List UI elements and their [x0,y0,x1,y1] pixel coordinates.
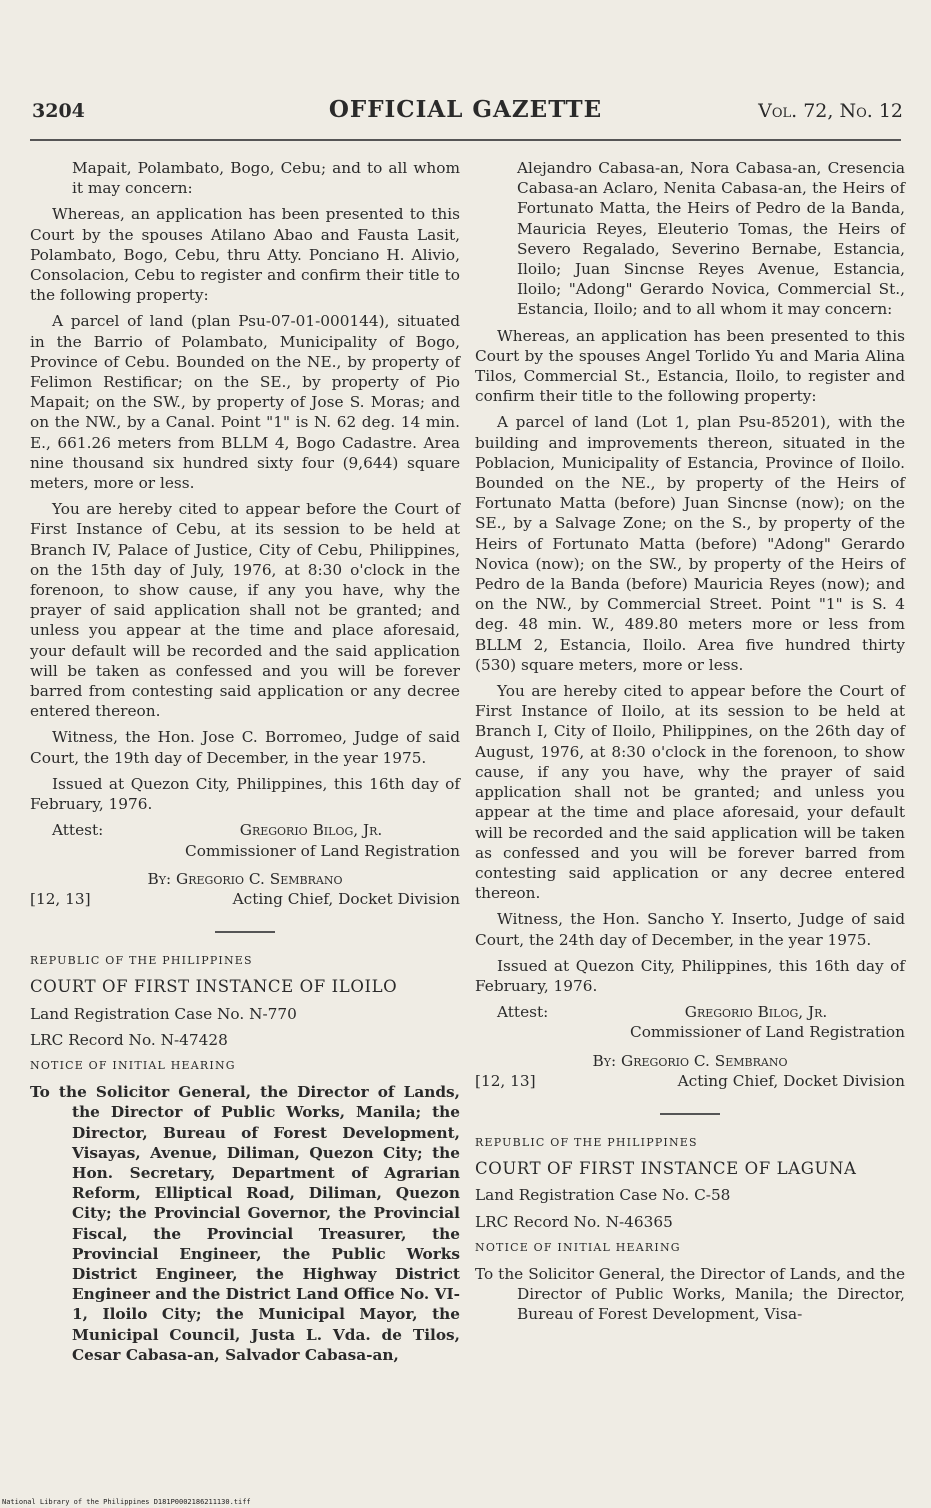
left-republic: REPUBLIC OF THE PHILIPPINES [30,954,253,968]
left-property: A parcel of land (plan Psu-07-01-000144), situated in the Barrio of Polambato, Municipality of Bogo, Province of Cebu. Bounded on the NE., by property of Felimon Restificar; on the SE., by property of Pio Mapait; on the SW., by property of Jose S. Moras; and on the NW., by a Canal. Point "1" is N. 62 deg. 14 min. E., 661.26 meters from BLLM 4, Bogo Cadastre. Area nine thousand six hundred sixty four (9,644) square meters, more or less. [30,312,460,493]
left-by-line: By: Gregorio C. Sembrano [147,869,343,888]
right-witness: Witness, the Hon. Sancho Y. Inserto, Judge of said Court, the 24th day of December, in the year 1975. [475,910,905,949]
right-column [475,158,905,1331]
right-whereas: Whereas, an application has been presented to this Court by the spouses Angel Torlido Yu and Maria Alina Tilos, Commercial St., Estancia, Iloilo, to register and confirm their title to the following property: [475,326,905,406]
right-republic: REPUBLIC OF THE PHILIPPINES [475,1135,698,1149]
left-ref: [12, 13] [30,889,91,908]
right-case-no: Land Registration Case No. C-58 [475,1186,731,1205]
left-citation: You are hereby cited to appear before the Court of First Instance of Cebu, at its session to be held at Branch IV, Palace of Justice, City of Cebu, Philippines, on the 15th day of July, 1976, at 8:30 o'clock in the forenoon, to show cause, if any you have, why the prayer of said application shall not be granted; and unless you appear at the time and place aforesaid, your default will be recorded and the said application will be taken as confessed and you will be forever barred from contesting said application or any decree entered thereon. [30,500,460,721]
right-addressees: To the Solicitor General, the Director of Lands, and the Director of Public Works, Manila; the Director, Bureau of Forest Development, Visa- [475,1264,905,1324]
left-attest-title: Commissioner of Land Registration [184,841,460,860]
right-issued: Issued at Quezon City, Philippines, this 16th day of February, 1976. [475,956,905,995]
left-addressees-end: Mapait, Polambato, Bogo, Cebu; and to all whom it may concern: [72,159,460,198]
right-separator [660,1113,720,1115]
right-by-title: Acting Chief, Docket Division [677,1071,905,1090]
left-separator [215,931,275,933]
right-by-line: By: Gregorio C. Sembrano [592,1051,788,1070]
left-notice-heading: NOTICE OF INITIAL HEARING [30,1058,236,1072]
page-header [0,96,931,136]
right-ref: [12, 13] [475,1071,536,1090]
left-case-no: Land Registration Case No. N-770 [30,1004,297,1023]
left-by-title: Acting Chief, Docket Division [232,889,460,908]
publication-title: OFFICIAL GAZETTE [328,96,603,123]
volume-number: Vol. 72, No. 12 [758,100,903,122]
left-column [30,158,460,1371]
right-attest-label: Attest: [497,1003,549,1022]
right-property: A parcel of land (Lot 1, plan Psu-85201), with the building and improvements thereon, situated in the Poblacion, Municipality of Estancia, Province of Iloilo. Bounded on the NE., by property of the Heirs of Fortunato Matta (before) Juan Sincnse (now); on the SE., by a Salvage Zone; on the S., by property of the Heirs of Fortunato Matta (before) "Adong" Gerardo Novica (now); on the SW., by property of the Heirs of Pedro de la Banda (before) Mauricia Reyes (now); and on the NW., by Commercial Street. Point "1" is S. 4 deg. 48 min. W., 489.80 meters more or less from BLLM 2, Estancia, Iloilo. Area five hundred thirty (530) square meters, more or less. [475,413,905,674]
left-witness: Witness, the Hon. Jose C. Borromeo, Judge of said Court, the 19th day of December, in the year 1975. [30,728,460,767]
scan-footer: National Library of the Philippines D181P0002186211130.tiff [2,1498,251,1506]
left-whereas: Whereas, an application has been presented to this Court by the spouses Atilano Abao and Fausta Lasit, Polambato, Bogo, Cebu, thru Atty. Ponciano H. Alivio, Consolacion, Cebu to register and confirm their title to the following property: [30,205,460,305]
right-citation: You are hereby cited to appear before the Court of First Instance of Iloilo, at its session to be held at Branch I, City of Iloilo, Philippines, on the 26th day of August, 1976, at 8:30 o'clock in the forenoon, to show cause, if any you have, why the prayer of said application shall not be granted; and unless you appear at the time and place aforesaid, your default will be recorded and the said application will be taken as confessed and you will be forever barred from contesting said application or any decree entered thereon. [475,682,905,903]
right-attest-name: Gregorio Bilog, Jr. [684,1003,828,1022]
right-lrc-no: LRC Record No. N-46365 [475,1212,673,1231]
left-addressees: To the Solicitor General, the Director of Lands, the Director of Public Works, Manila; the Director, Bureau of Forest Development, Visayas, Avenue, Diliman, Quezon City; the Hon. Secretary, Department of Agrarian Reform, Elliptical Road, Diliman, Quezon City; the Provincial Governor, the Provincial Fiscal, the Provincial Treasurer, the Provincial Engineer, the Public Works District Engineer, the Highway District Engineer and the District Land Office No. VI-1, Iloilo City; the Municipal Mayor, the Municipal Council, Justa L. Vda. de Tilos, Cesar Cabasa-an, Salvador Cabasa-an, [30,1083,460,1364]
left-attest-label: Attest: [52,821,104,840]
left-issued: Issued at Quezon City, Philippines, this 16th day of February, 1976. [30,774,460,814]
right-court: COURT OF FIRST INSTANCE OF LAGUNA [475,1159,857,1179]
left-signature-block [30,820,460,909]
right-addressees-end: Alejandro Cabasa-an, Nora Cabasa-an, Cresencia Cabasa-an Aclaro, Nenita Cabasa-an, the Heirs of Fortunato Matta, the Heirs of Pedro de la Banda, Mauricia Reyes, Eleuterio Tomas, the Heirs of Severo Regalado, Severino Bernabe, Estancia, Iloilo; Juan Sincnse Reyes Avenue, Estancia, Iloilo; "Adong" Gerardo Novica, Commercial St., Estancia, Iloilo; and to all whom it may concern: [517,159,905,319]
left-attest-name: Gregorio Bilog, Jr. [239,821,383,840]
right-notice-heading: NOTICE OF INITIAL HEARING [475,1240,681,1254]
right-attest-title: Commissioner of Land Registration [629,1023,905,1042]
right-signature-block [475,1002,905,1091]
left-lrc-no: LRC Record No. N-47428 [30,1030,228,1049]
header-rule [30,139,901,141]
left-court: COURT OF FIRST INSTANCE OF ILOILO [30,977,398,997]
page-number: 3204 [32,100,85,122]
